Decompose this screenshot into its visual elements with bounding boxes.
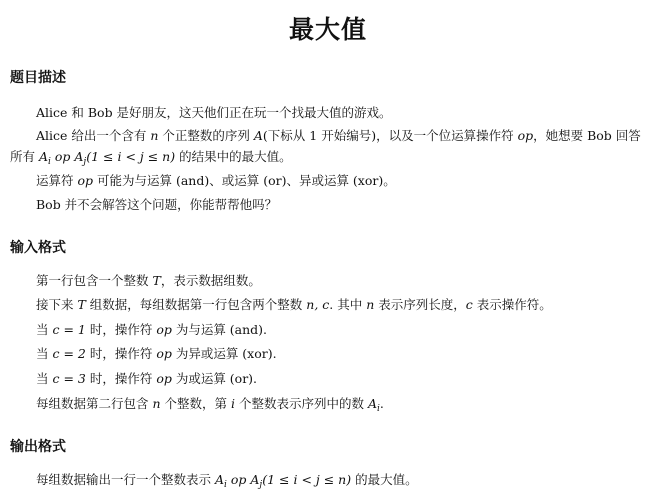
- input-line-5: 当 c = 3 时，操作符 op 为或运算 (or).: [36, 371, 258, 386]
- input-line-2: 接下来 T 组数据，每组数据第一行包含两个整数 n, c. 其中 n 表示序列长度，c 表示操作符。: [36, 297, 552, 312]
- input-line-3: 当 c = 1 时，操作符 op 为与运算 (and).: [36, 322, 268, 337]
- section-heading-input: 输入格式: [10, 240, 66, 256]
- description-paragraph-3: 运算符 op 可能为与运算 (and)、或运算 (or)、异或运算 (xor)。: [36, 173, 396, 188]
- input-line-6: 每组数据第二行包含 n 个整数，第 i 个整数表示序列中的数 $A_i$.: [36, 396, 384, 414]
- description-paragraph-2: Alice 给出一个含有 n 个正整数的序列 A(下标从 1 开始编号)，以及一个位运算操作符 op，她想要 Bob 回答所有 $A_i$ op $A_j(1 \le i < j \le n)$ 的结果中的最大值。: [10, 128, 641, 167]
- output-line-1: 每组数据输出一行一个整数表示 $A_i$ op $A_j(1 \le i < j \le n)$ 的最大值。: [36, 472, 418, 490]
- section-heading-description: 题目描述: [10, 70, 66, 86]
- input-line-1: 第一行包含一个整数 T，表示数据组数。: [36, 273, 261, 288]
- section-heading-output: 输出格式: [10, 439, 66, 455]
- page-title: 最大值: [288, 15, 367, 44]
- description-paragraph-4: Bob 并不会解答这个问题，你能帮帮他吗？: [36, 197, 278, 212]
- input-line-4: 当 c = 2 时，操作符 op 为异或运算 (xor).: [36, 346, 277, 361]
- description-paragraph-1: Alice 和 Bob 是好朋友，这天他们正在玩一个找最大值的游戏。: [36, 105, 392, 120]
